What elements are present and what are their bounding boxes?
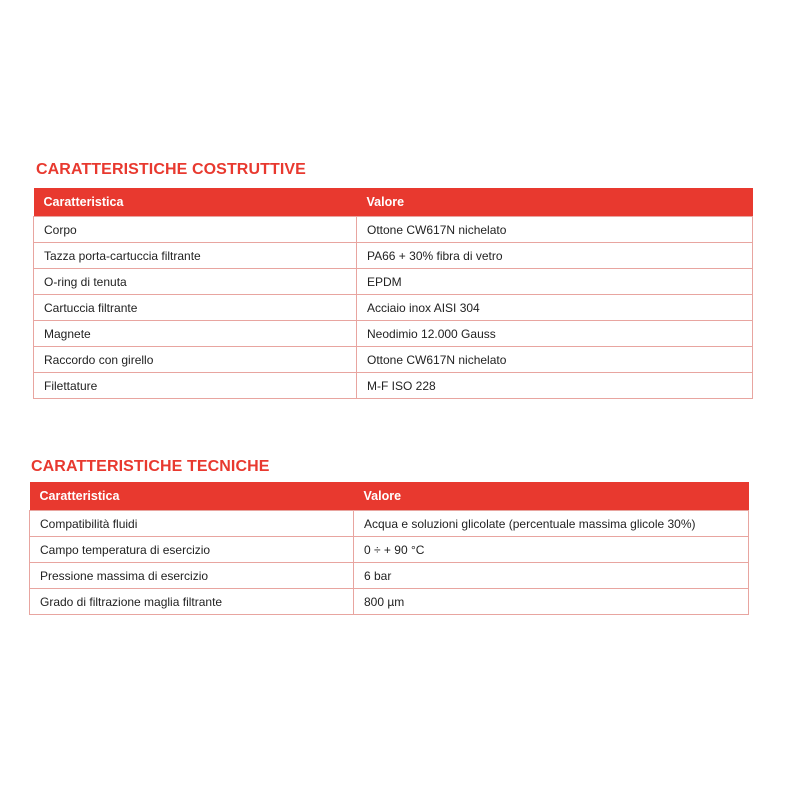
cell-caratteristica: Compatibilità fluidi: [30, 511, 354, 537]
cell-valore: Ottone CW617N nichelato: [357, 217, 753, 243]
cell-caratteristica: Grado di filtrazione maglia filtrante: [30, 589, 354, 615]
costruttive-table: [33, 188, 753, 399]
cell-valore: M-F ISO 228: [357, 373, 753, 399]
table-row: [30, 589, 749, 615]
table-row: [34, 347, 753, 373]
cell-valore: EPDM: [357, 269, 753, 295]
cell-caratteristica: Pressione massima di esercizio: [30, 563, 354, 589]
cell-caratteristica: Magnete: [34, 321, 357, 347]
table-header-row: [30, 482, 749, 511]
cell-valore: 800 µm: [354, 589, 749, 615]
tecniche-title: CARATTERISTICHE TECNICHE: [31, 458, 270, 475]
cell-caratteristica: Tazza porta-cartuccia filtrante: [34, 243, 357, 269]
costruttive-table-body: [34, 217, 753, 399]
table-row: [34, 269, 753, 295]
cell-caratteristica: Filettature: [34, 373, 357, 399]
tecniche-table-body: [30, 511, 749, 615]
cell-valore: 0 ÷ + 90 °C: [354, 537, 749, 563]
table-row: [34, 217, 753, 243]
table-header-row: [34, 188, 753, 217]
cell-caratteristica: Campo temperatura di esercizio: [30, 537, 354, 563]
table-row: [30, 563, 749, 589]
cell-valore: Ottone CW617N nichelato: [357, 347, 753, 373]
header-valore: Valore: [357, 188, 753, 217]
table-row: [34, 321, 753, 347]
cell-caratteristica: Raccordo con girello: [34, 347, 357, 373]
table-row: [30, 511, 749, 537]
table-row: [34, 295, 753, 321]
cell-valore: PA66 + 30% fibra di vetro: [357, 243, 753, 269]
table-row: [34, 243, 753, 269]
header-caratteristica: Caratteristica: [34, 188, 357, 217]
header-valore: Valore: [354, 482, 749, 511]
table-row: [30, 537, 749, 563]
cell-caratteristica: O-ring di tenuta: [34, 269, 357, 295]
costruttive-title: CARATTERISTICHE COSTRUTTIVE: [36, 161, 306, 178]
cell-caratteristica: Cartuccia filtrante: [34, 295, 357, 321]
cell-valore: 6 bar: [354, 563, 749, 589]
cell-valore: Acciaio inox AISI 304: [357, 295, 753, 321]
header-caratteristica: Caratteristica: [30, 482, 354, 511]
tecniche-table: [29, 482, 749, 615]
cell-valore: Neodimio 12.000 Gauss: [357, 321, 753, 347]
table-row: [34, 373, 753, 399]
cell-caratteristica: Corpo: [34, 217, 357, 243]
cell-valore: Acqua e soluzioni glicolate (percentuale massima glicole 30%): [354, 511, 749, 537]
